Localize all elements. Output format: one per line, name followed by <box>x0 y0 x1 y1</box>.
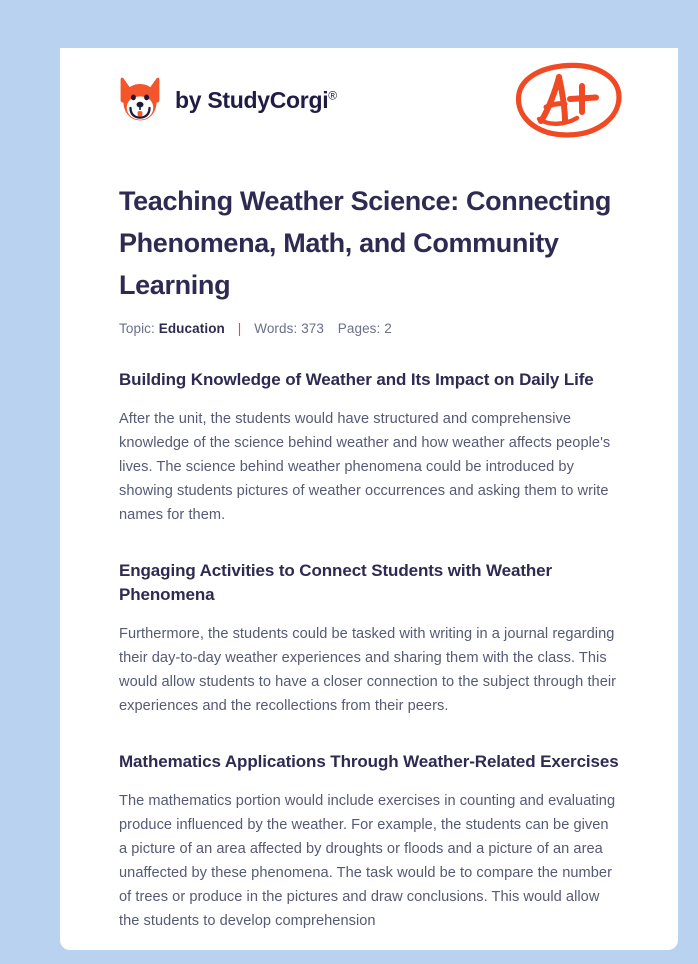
corgi-logo-icon <box>119 76 161 124</box>
brand-prefix: by <box>175 86 208 113</box>
document-meta <box>119 321 619 336</box>
section-paragraph: After the unit, the students would have structured and comprehensive knowledge of the science behind weather and how weather affects people's lives. The science behind weather phenomena could be introduced by showing students pictures of weather occurrences and asking them to write names for them. <box>119 411 611 523</box>
section-paragraph: Furthermore, the students could be tasked with writing in a journal regarding their day-to-day weather experiences and sharing them with the class. This would allow students to have a closer connection to the subject through their experiences and the recollections from their peers. <box>119 626 617 714</box>
section-1 <box>119 368 619 527</box>
words-value: 373 <box>301 321 325 336</box>
topic-value[interactable]: Education <box>158 321 225 336</box>
section-heading: Building Knowledge of Weather and Its Impact on Daily Life <box>119 370 594 389</box>
brand-name-text <box>175 87 337 114</box>
meta-separator: | <box>237 321 242 336</box>
section-3 <box>119 750 619 933</box>
pages-value: 2 <box>384 321 392 336</box>
brand-name: StudyCorgi <box>207 86 329 113</box>
page-title: Teaching Weather Science: Connecting Phenomena, Math, and Community Learning <box>119 186 612 300</box>
a-plus-grade-badge-icon <box>515 59 619 141</box>
section-2 <box>119 559 619 718</box>
page-header <box>119 48 619 152</box>
section-heading: Engaging Activities to Connect Students with Weather Phenomena <box>119 561 553 604</box>
brand-logo[interactable] <box>119 76 337 124</box>
document-page <box>60 48 678 950</box>
registered-trademark-icon: ® <box>328 87 338 102</box>
section-heading: Mathematics Applications Through Weather-Related Exercises <box>119 752 619 771</box>
section-paragraph: The mathematics portion would include exercises in counting and evaluating produce influenced by the weather. For example, the students can be given a picture of an area affected by droughts or floods and a picture of an area unaffected by these phenomena. The task would be to compare the number of trees or produce in the pictures and draw conclusions. This would allow the students to develop comprehension <box>119 793 616 929</box>
topic-label: Topic: <box>119 321 155 336</box>
pages-label: Pages: <box>337 321 381 336</box>
words-label: Words: <box>254 321 298 336</box>
